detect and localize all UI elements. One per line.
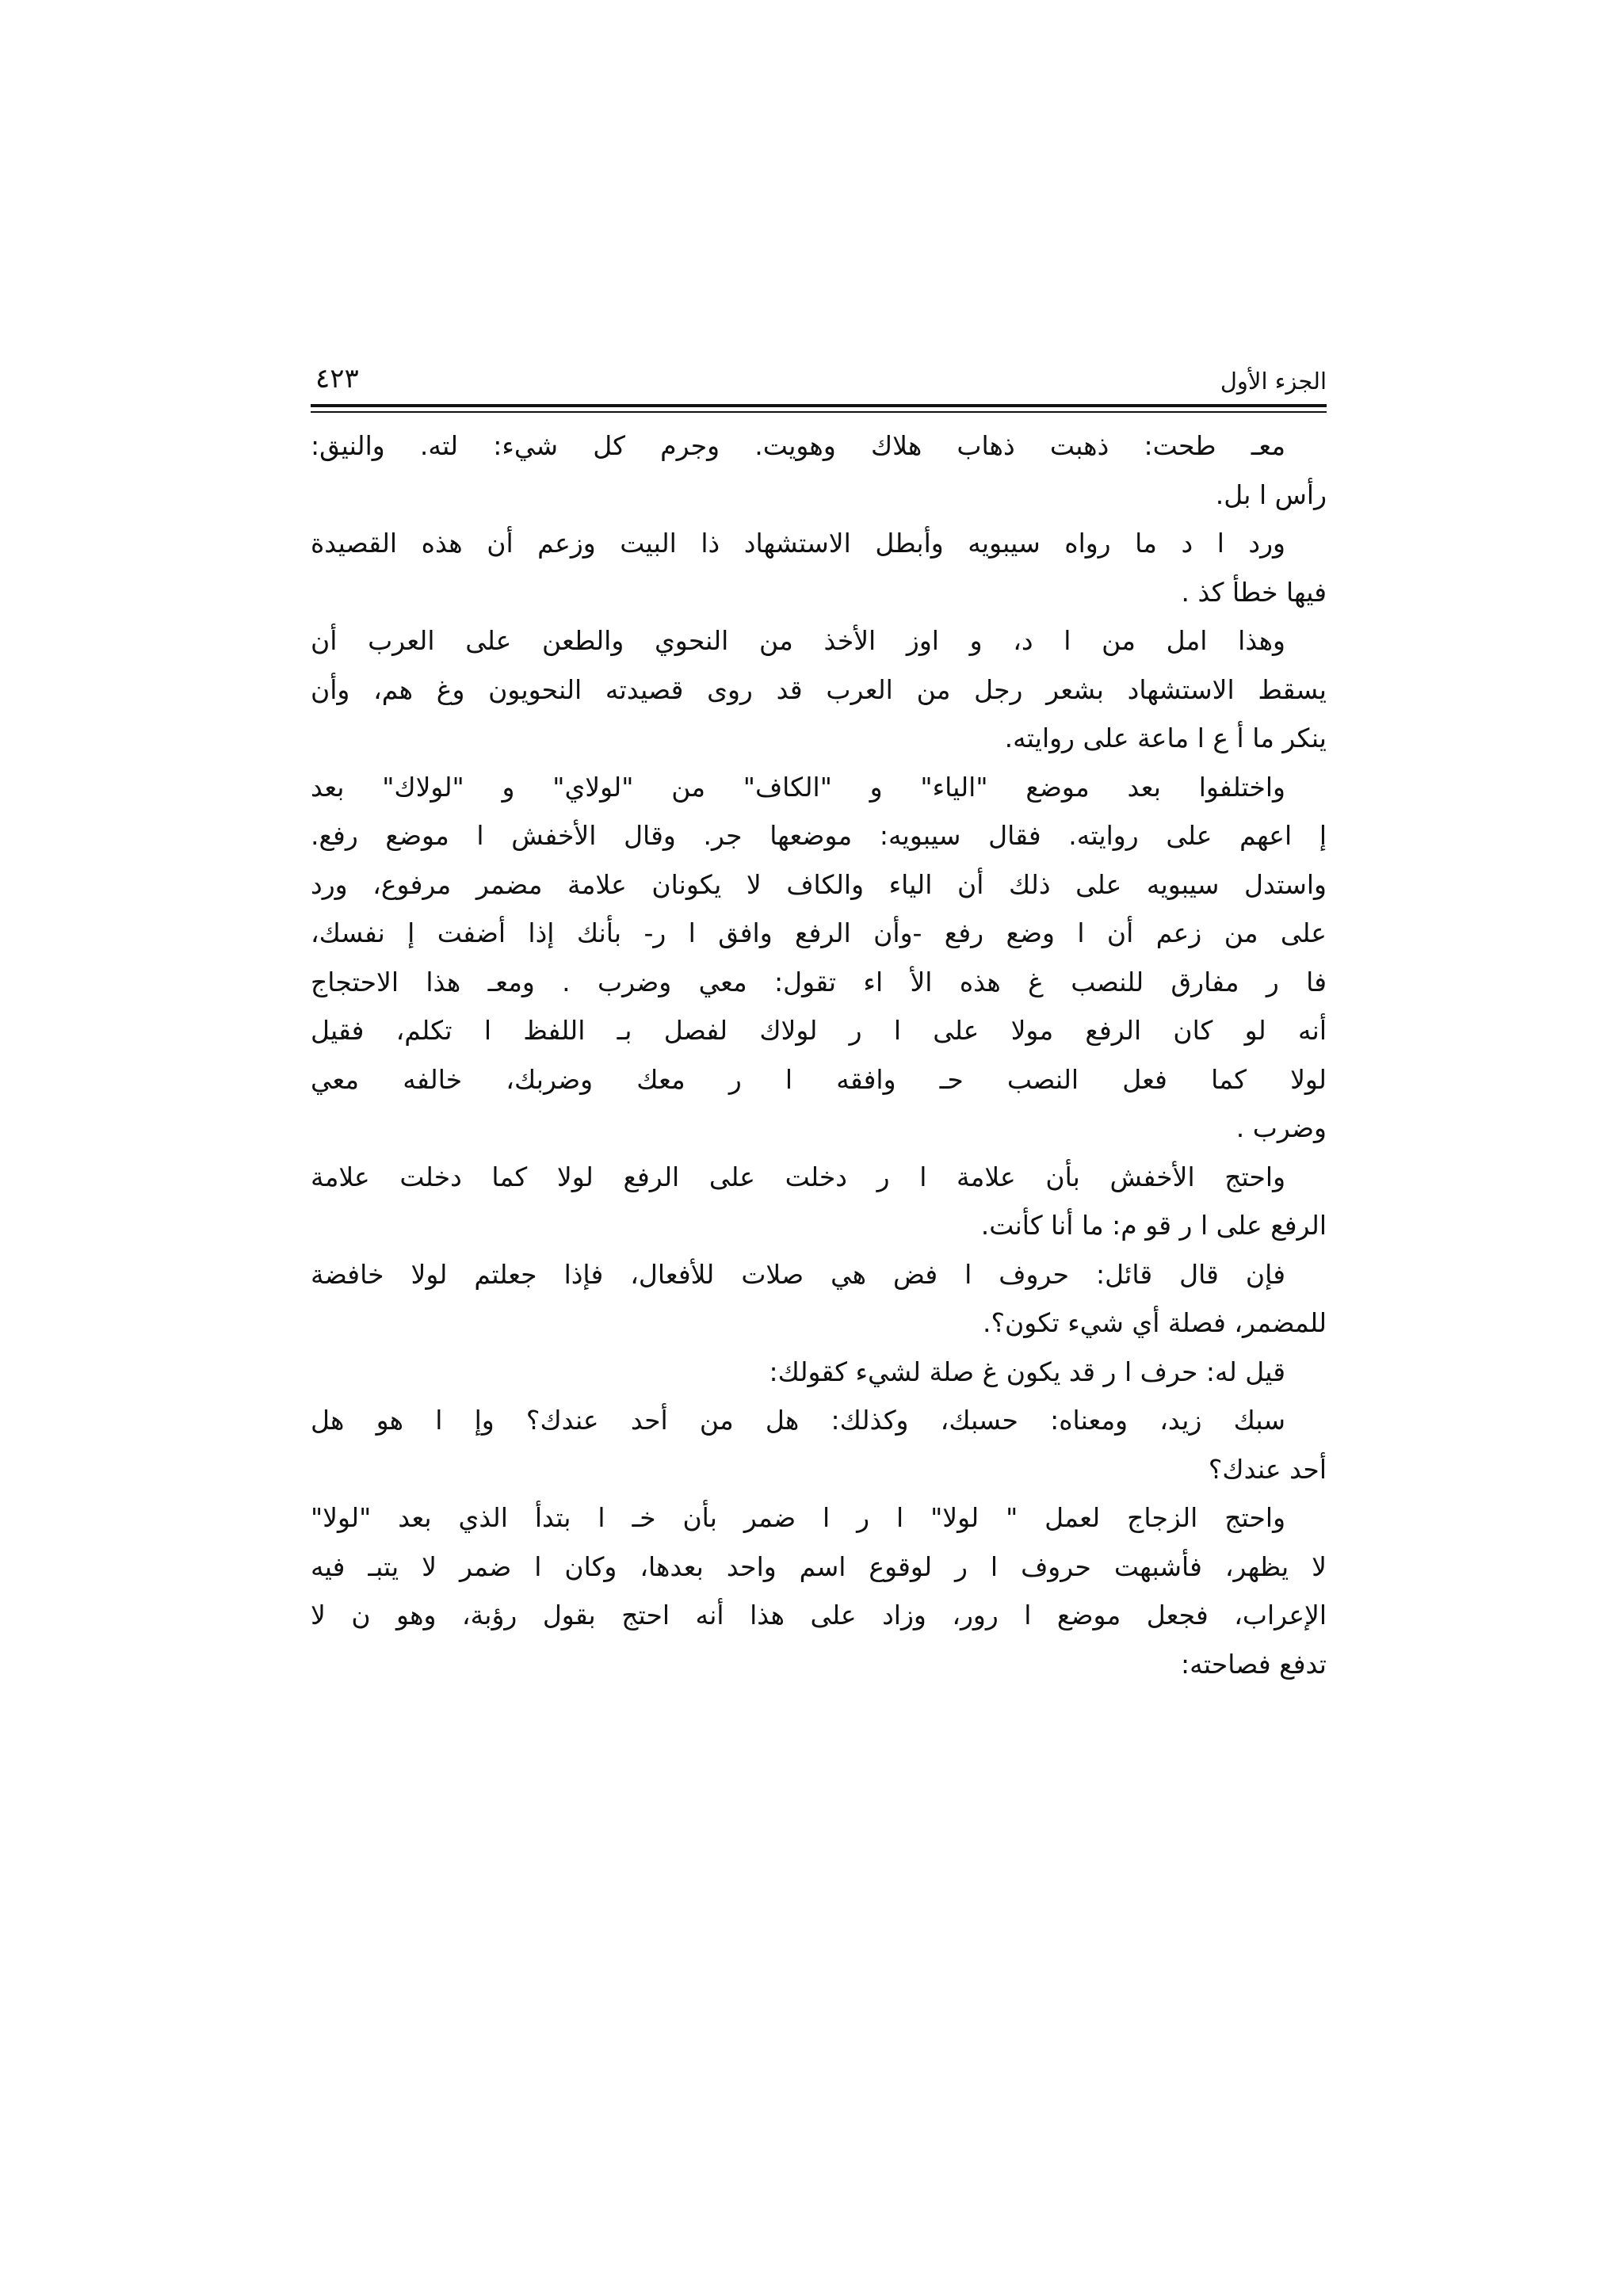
text-line: أنه لو كان الرفع مولا على ا ر لولاك لفصل بـ اللفظ ا تكلم، فقيل	[311, 1015, 1327, 1046]
text-line: على من زعم أن ا وضع رفع -وأن الرفع وافق ا ر- بأنك إذا أضفت إ نفسك،	[311, 917, 1327, 948]
paragraph	[311, 519, 1327, 616]
running-title: الجزء الأول	[1220, 368, 1327, 395]
text-line: وهذا امل من ا د، و اوز الأخذ من النحوي والطعن على العرب أن	[311, 625, 1285, 656]
text-line: فا ر مفارق للنصب غ هذه الأ اء تقول: معي وضرب . ومعـ هذا الاحتجاج	[311, 966, 1327, 997]
text-line: واستدل سيبويه على ذلك أن الياء والكاف لا يكونان علامة مضمر مرفوع، ورد	[311, 868, 1327, 900]
text-line: لولا كما فعل النصب حـ وافقه ا ر معك وضربك، خالفه معي	[311, 1063, 1327, 1095]
paragraph	[311, 616, 1327, 763]
text-line: الرفع على ا ر قو م: ما أنا كأنت.	[980, 1210, 1327, 1241]
text-line: قيل له: حرف ا ر قد يكون غ صلة لشيء كقولك:	[769, 1356, 1285, 1387]
text-line: الإعراب، فجعل موضع ا رور، وزاد على هذا أنه احتج بقول رؤبة، وهو ن لا	[311, 1600, 1327, 1630]
paragraph	[311, 1348, 1327, 1397]
text-line: أحد عندك؟	[1208, 1453, 1327, 1485]
text-line: ورد ا د ما رواه سيبويه وأبطل الاستشهاد ذا البيت وزعم أن هذه القصيدة	[311, 528, 1285, 559]
paragraph	[311, 763, 1327, 1153]
text-line: وضرب .	[1235, 1112, 1327, 1143]
text-line: سبك زيد، ومعناه: حسبك، وكذلك: هل من أحد عندك؟ وإ ا هو هل	[311, 1405, 1285, 1436]
paragraph	[311, 1250, 1327, 1348]
text-line: رأس ا بل.	[1215, 479, 1327, 510]
text-line: يسقط الاستشهاد بشعر رجل من العرب قد روى قصيدته النحويون وغ هم، وأن	[311, 673, 1327, 705]
text-line: فيها خطأ كذ .	[1181, 576, 1327, 608]
header-rule-thin	[311, 411, 1327, 413]
text-line: معـ طحت: ذهبت ذهاب هلاك وهويت. وجرم كل شيء: لته. والنيق:	[311, 430, 1285, 461]
page-header	[311, 353, 1327, 401]
paragraph	[311, 1153, 1327, 1250]
text-line: إ اعهم على روايته. فقال سيبويه: موضعها جر. وقال الأخفش ا موضع رفع.	[311, 820, 1327, 851]
page-number: ٤٢٣	[315, 363, 359, 395]
text-line: واختلفوا بعد موضع "الياء" و "الكاف" من "لولاي" و "لولاك" بعد	[311, 771, 1285, 803]
text-line: واحتج الأخفش بأن علامة ا ر دخلت على الرفع لولا كما دخلت علامة	[311, 1161, 1285, 1192]
paragraph	[311, 1493, 1327, 1688]
header-rule-thick	[311, 404, 1327, 407]
text-line: للمضمر، فصلة أي شيء تكون؟.	[983, 1307, 1327, 1338]
paragraph	[311, 421, 1327, 519]
text-line: ينكر ما أ ع ا ماعة على روايته.	[1004, 723, 1327, 753]
paragraph	[311, 1396, 1327, 1493]
text-line: لا يظهر، فأشبهت حروف ا ر لوقوع اسم واحد بعدها، وكان ا ضمر لا يتبـ فيه	[311, 1550, 1327, 1582]
body-text	[311, 421, 1327, 1688]
text-line: تدفع فصاحته:	[1181, 1648, 1327, 1680]
text-line: فإن قال قائل: حروف ا فض هي صلات للأفعال، فإذا جعلتم لولا خافضة	[311, 1258, 1285, 1290]
text-line: واحتج الزجاج لعمل " لولا" ا ر ا ضمر بأن خـ ا بتدأ الذي بعد "لولا"	[311, 1502, 1285, 1533]
